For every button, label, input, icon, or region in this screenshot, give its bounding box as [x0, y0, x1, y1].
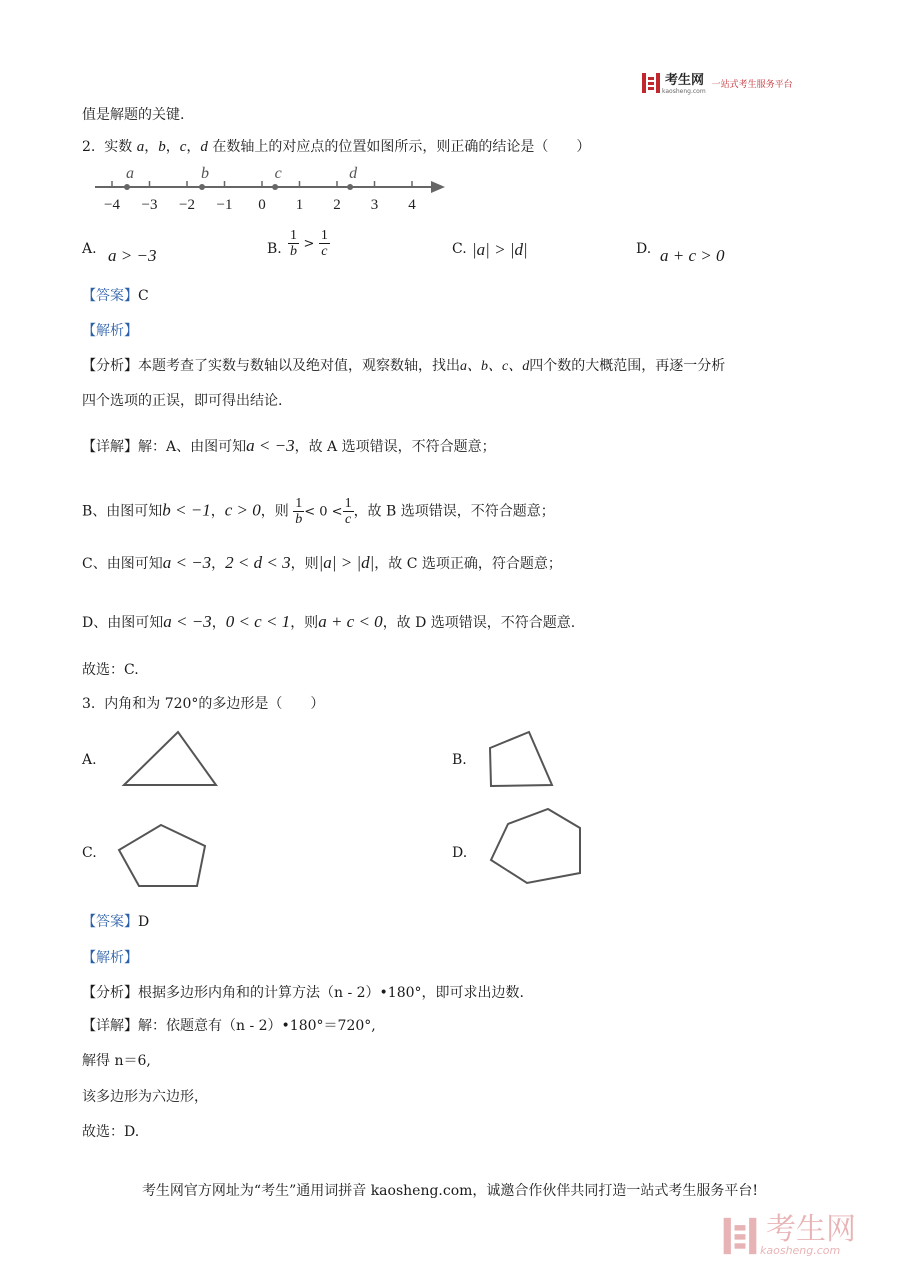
q2-option-c-expr: |a| > |d|: [472, 240, 528, 259]
number-line-point-label: a: [126, 165, 134, 182]
number-line-point-c: [272, 184, 278, 190]
q3-result: 该多边形为六边形，: [82, 1089, 208, 1105]
number-line-tick-label: 4: [408, 197, 416, 213]
watermark-name: 考生网: [766, 1212, 856, 1247]
number-line-point-label: b: [201, 165, 209, 182]
hexagon-shape: [486, 804, 586, 888]
q2-option-a[interactable]: A.: [82, 241, 97, 257]
number-line-tick-label: −4: [104, 197, 120, 213]
q3-analysis-tag: 【解析】: [82, 950, 138, 966]
number-line-tick-label: 2: [333, 197, 341, 213]
brand-site: kaosheng.com: [662, 87, 706, 95]
q2-option-d[interactable]: D.: [636, 241, 652, 257]
q3-option-c[interactable]: C.: [82, 845, 97, 861]
number-line-point-label: d: [349, 165, 358, 182]
q3-stem: 3. 内角和为 720°的多边形是（ ）: [82, 696, 325, 712]
pentagon-shape: [114, 820, 210, 890]
q2-option-b[interactable]: B.: [267, 241, 282, 257]
q2-option-d-expr: a + c > 0: [660, 246, 725, 265]
number-line-tick-label: 1: [295, 197, 304, 213]
watermark: [720, 1208, 880, 1264]
q3-conclusion: 故选：D.: [82, 1124, 140, 1140]
quadrilateral-shape: [485, 728, 557, 790]
brand-slogan: 一站式考生服务平台: [711, 79, 793, 90]
q2-number: 2.: [82, 139, 96, 155]
q3-xiangjie: 【详解】解：依题意有（n - 2）•180°＝720°,: [82, 1018, 376, 1034]
header-logo: [640, 70, 793, 96]
q3-answer: 【答案】D: [82, 914, 150, 930]
triangle-shape: [120, 728, 220, 790]
number-line-tick-label: −1: [216, 197, 233, 213]
q2-conclusion: 故选：C.: [82, 662, 139, 678]
q2-stem: 2. 实数 a，b，c，d 在数轴上的对应点的位置如图所示，则正确的结论是（ ）: [82, 139, 591, 155]
q3-solve: 解得 n＝6,: [82, 1053, 151, 1069]
q2-option-a-expr: a > −3: [108, 246, 157, 265]
number-line-point-a: [124, 184, 130, 190]
q3-option-a[interactable]: A.: [82, 752, 97, 768]
q2-detail-a: 【详解】解：A、由图可知a < −3，故 A 选项错误，不符合题意；: [82, 436, 496, 455]
number-line-arrow-icon: [431, 181, 445, 193]
number-line-figure: [90, 162, 450, 214]
number-line-tick-label: 3: [370, 197, 379, 213]
q2-detail-d: D、由图可知a < −3，0 < c < 1，则a + c < 0，故 D 选项错误，不符合题意.: [82, 612, 576, 631]
brand-logo-icon: [640, 72, 662, 94]
q2-answer: 【答案】C: [82, 288, 149, 304]
q2-option-b-expr: $\frac{1}{b}$ > $\frac{1}{c}$: [290, 228, 328, 259]
number-line-tick-label: −3: [141, 197, 158, 213]
q3-option-d[interactable]: D.: [452, 845, 468, 861]
number-line-point-b: [199, 184, 205, 190]
q3-option-b[interactable]: B.: [452, 752, 467, 768]
q2-analysis-tag: 【解析】: [82, 323, 138, 339]
q2-fenxi-cont: 四个选项的正误，即可得出结论.: [82, 393, 283, 409]
number-line-tick-label: 0: [258, 197, 266, 213]
number-line-tick-label: −2: [179, 197, 195, 213]
number-line-point-d: [347, 184, 353, 190]
q3-fenxi: 【分析】根据多边形内角和的计算方法（n - 2）•180°，即可求出边数.: [82, 985, 524, 1001]
footer-text: 考生网官方网址为“考生”通用词拼音 kaosheng.com，诚邀合作伙伴共同打造一站式考生服务平台!: [141, 1183, 759, 1199]
q2-option-c[interactable]: C.: [452, 241, 467, 257]
q2-detail-b: B、由图可知b < −1，c > 0，则 $\frac{1}{b}$ < 0 < $\frac{1}{c}$ ，故 B 选项错误，不符合题意；: [82, 496, 555, 527]
watermark-logo-icon: [720, 1214, 760, 1258]
intro-line: 值是解题的关键.: [82, 107, 185, 123]
q2-fenxi: 【分析】本题考查了实数与数轴以及绝对值，观察数轴，找出a、b、c、d四个数的大概范围，再逐一分析: [82, 358, 726, 374]
number-line-point-label: c: [274, 165, 282, 182]
watermark-site: kaosheng.com: [760, 1244, 841, 1257]
answer-tag: 【答案】: [82, 288, 138, 304]
q2-detail-c: C、由图可知a < −3，2 < d < 3，则|a| > |d|，故 C 选项正确，符合题意；: [82, 553, 562, 572]
brand-name: 考生网: [665, 72, 705, 88]
